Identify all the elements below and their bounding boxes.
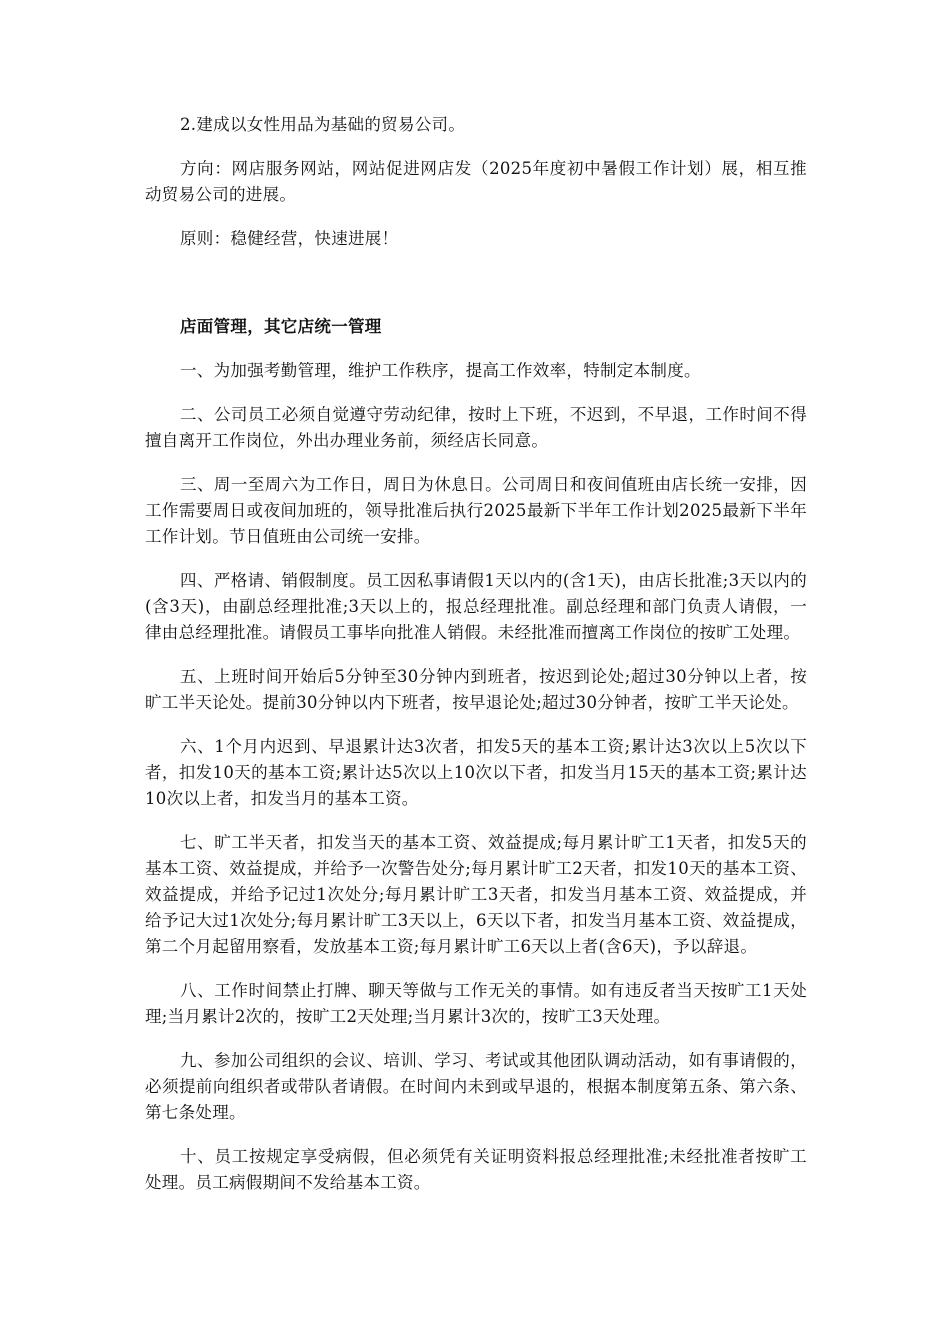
- intro-paragraph-1: 2.建成以女性用品为基础的贸易公司。: [180, 115, 466, 134]
- section-heading: 店面管理，其它店统一管理: [180, 317, 382, 336]
- rule-item-3: 三、周一至周六为工作日，周日为休息日。公司周日和夜间值班由店长统一安排，因工作需要周日或夜间加班的，领导批准后执行2025最新下半年工作计划2025最新下半年工作计划。节日值班由公司统一安排。: [145, 475, 807, 546]
- rule-item-2: 二、公司员工必须自觉遵守劳动纪律，按时上下班，不迟到，不早退，工作时间不得擅自离开工作岗位，外出办理业务前，须经店长同意。: [145, 405, 807, 450]
- document-page: [145, 112, 807, 1214]
- rule-item-7: 七、旷工半天者，扣发当天的基本工资、效益提成;每月累计旷工1天者，扣发5天的基本工资、效益提成，并给予一次警告处分;每月累计旷工2天者，扣发10天的基本工资、效益提成，并给予记过1次处分;每月累计旷工3天者，扣发当月基本工资、效益提成，并给予记大过1次处分;每月累计旷工3天以上，6天以下者，扣发当月基本工资、效益提成，第二个月起留用察看，发放基本工资;每月累计旷工6天以上者(含6天)，予以辞退。: [145, 833, 807, 956]
- intro-paragraph-3: 原则：稳健经营，快速进展！: [180, 229, 399, 248]
- rule-item-9: 九、参加公司组织的会议、培训、学习、考试或其他团队调动活动，如有事请假的，必须提前向组织者或带队者请假。在时间内未到或早退的，根据本制度第五条、第六条、第七条处理。: [145, 1051, 807, 1122]
- section-spacer: [145, 270, 807, 314]
- rule-item-8: 八、工作时间禁止打牌、聊天等做与工作无关的事情。如有违反者当天按旷工1天处理;当月累计2次的，按旷工2天处理;当月累计3次的，按旷工3天处理。: [145, 981, 807, 1026]
- intro-paragraph-2: 方向：网店服务网站，网站促进网店发（2025年度初中暑假工作计划）展，相互推动贸易公司的进展。: [145, 159, 807, 204]
- rule-item-10: 十、员工按规定享受病假，但必须凭有关证明资料报总经理批准;未经批准者按旷工处理。员工病假期间不发给基本工资。: [145, 1147, 807, 1192]
- rule-item-4: 四、严格请、销假制度。员工因私事请假1天以内的(含1天)，由店长批准;3天以内的(含3天)，由副总经理批准;3天以上的，报总经理批准。副总经理和部门负责人请假，一律由总经理批准。请假员工事毕向批准人销假。未经批准而擅离工作岗位的按旷工处理。: [145, 571, 807, 642]
- rule-item-5: 五、上班时间开始后5分钟至30分钟内到班者，按迟到论处;超过30分钟以上者，按旷工半天论处。提前30分钟以内下班者，按早退论处;超过30分钟者，按旷工半天论处。: [145, 667, 807, 712]
- rule-item-1: 一、为加强考勤管理，维护工作秩序，提高工作效率，特制定本制度。: [180, 361, 701, 380]
- rule-item-6: 六、1个月内迟到、早退累计达3次者，扣发5天的基本工资;累计达3次以上5次以下者，扣发10天的基本工资;累计达5次以上10次以下者，扣发当月15天的基本工资;累计达10次以上者，扣发当月的基本工资。: [145, 737, 807, 808]
